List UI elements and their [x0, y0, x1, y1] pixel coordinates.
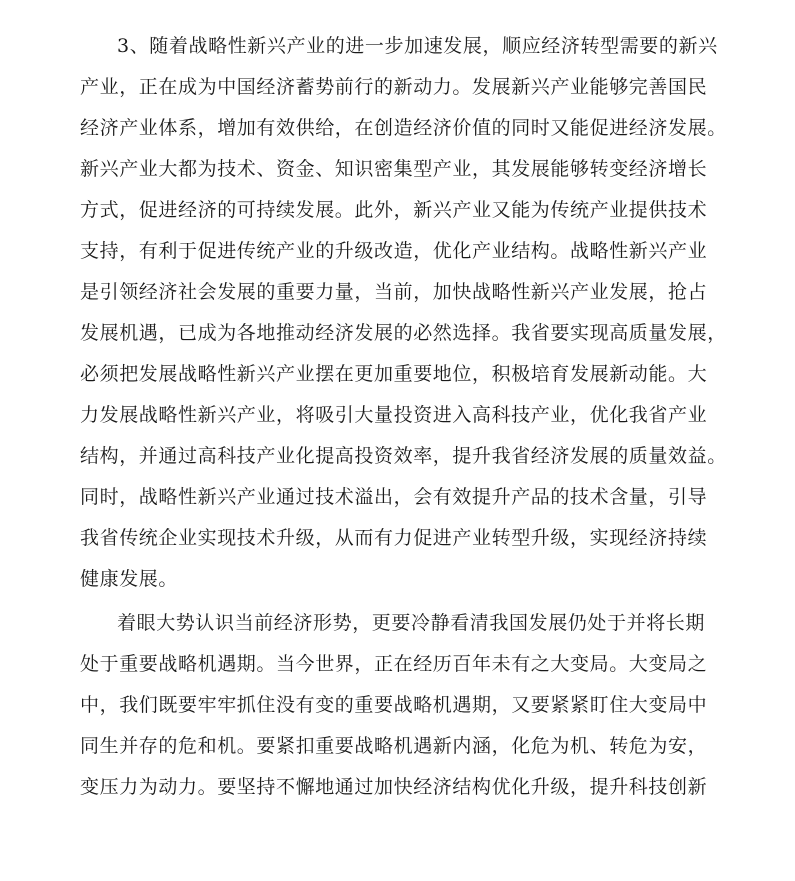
text-line: 我省传统企业实现技术升级，从而有力促进产业转型升级，实现经济持续 [80, 527, 708, 549]
text-line: 健康发展。 [80, 568, 179, 590]
text-line: 3、随着战略性新兴产业的进一步加速发展，顺应经济转型需要的新兴 [117, 35, 718, 57]
text-line: 处于重要战略机遇期。当今世界，正在经历百年未有之大变局。大变局之 [80, 653, 708, 675]
text-line: 力发展战略性新兴产业，将吸引大量投资进入高科技产业，优化我省产业 [80, 404, 708, 426]
text-line: 新兴产业大都为技术、资金、知识密集型产业，其发展能够转变经济增长 [80, 158, 708, 180]
text-line: 同生并存的危和机。要紧扣重要战略机遇新内涵，化危为机、转危为安， [80, 735, 708, 757]
text-line: 同时，战略性新兴产业通过技术溢出，会有效提升产品的技术含量，引导 [80, 486, 708, 508]
text-line: 变压力为动力。要坚持不懈地通过加快经济结构优化升级，提升科技创新 [80, 776, 708, 798]
text-line: 中，我们既要牢牢抓住没有变的重要战略机遇期，又要紧紧盯住大变局中 [80, 694, 708, 716]
text-line: 方式，促进经济的可持续发展。此外，新兴产业又能为传统产业提供技术 [80, 199, 708, 221]
text-line: 必须把发展战略性新兴产业摆在更加重要地位，积极培育发展新动能。大 [80, 363, 708, 385]
text-line: 是引领经济社会发展的重要力量，当前，加快战略性新兴产业发展，抢占 [80, 281, 708, 303]
text-line: 结构，并通过高科技产业化提高投资效率，提升我省经济发展的质量效益。 [80, 445, 727, 467]
text-line: 发展机遇，已成为各地推动经济发展的必然选择。我省要实现高质量发展， [80, 322, 727, 344]
text-line: 支持，有利于促进传统产业的升级改造，优化产业结构。战略性新兴产业 [80, 240, 708, 262]
text-line: 着眼大势认识当前经济形势，更要冷静看清我国发展仍处于并将长期 [117, 612, 706, 634]
text-line: 经济产业体系，增加有效供给，在创造经济价值的同时又能促进经济发展。 [80, 117, 727, 139]
text-line: 产业，正在成为中国经济蓄势前行的新动力。发展新兴产业能够完善国民 [80, 76, 708, 98]
